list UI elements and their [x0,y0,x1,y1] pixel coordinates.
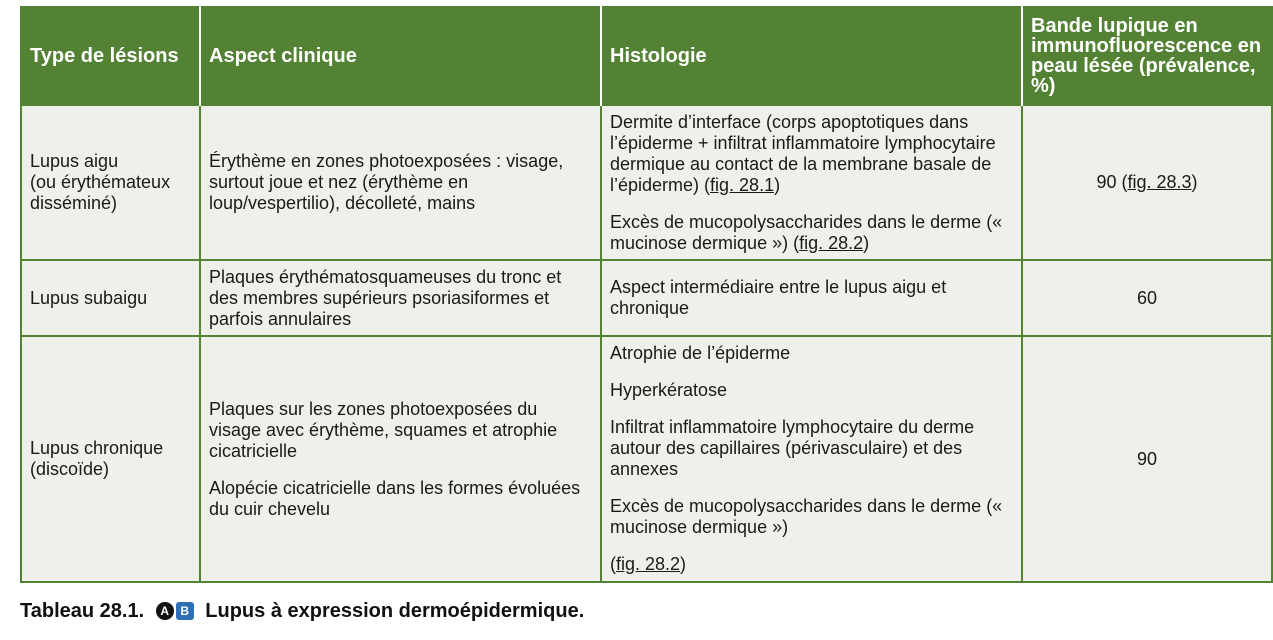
histologie-text: Atrophie de l’épiderme [610,343,791,363]
table-row [21,336,1272,582]
table-row [21,260,1272,336]
histologie-text: Hyperkératose [610,380,728,400]
table-caption [20,600,584,623]
cell-type [21,336,200,582]
header-type: Type de lésions [21,7,200,105]
prevalence-text-after: ) [1191,172,1198,192]
histologie-text-after: ) [774,174,781,195]
histologie-text: Infiltrat inflammatoire lymphocytaire du derme autour des capillaires (périvasculaire) et des annexes [610,417,975,479]
clinique-paragraph: Érythème en zones photoexposées : visage, surtout joue et nez (érythème en loup/vespertilio), décolleté, mains [209,151,564,213]
histologie-text: ( [610,554,616,574]
level-a-badge-icon: A [156,602,174,620]
cell-aspect-clinique [200,260,601,336]
cell-histologie [601,260,1022,336]
caption-label: Tableau 28.1. [20,600,145,622]
table-header-row [21,7,1272,105]
prevalence-value: 90 [1136,448,1158,469]
clinique-paragraph: Plaques érythématosquameuses du tronc et des membres supérieurs psoriasiformes et parfois annulaires [209,266,562,329]
lupus-table [20,6,1273,583]
figure-link[interactable]: fig. 28.2 [799,232,864,253]
cell-prevalence [1022,260,1272,336]
histologie-paragraph [610,277,1013,319]
cell-aspect-clinique [200,336,601,582]
cell-type [21,260,200,336]
header-aspect: Aspect clinique [200,7,601,105]
type-line: (discoïde) [30,459,110,479]
clinique-paragraph: Plaques sur les zones photoexposées du visage avec érythème, squames et atrophie cicatricielle [209,398,558,461]
clinique-paragraph: Alopécie cicatricielle dans les formes évoluées du cuir chevelu [209,477,581,519]
figure-link[interactable]: fig. 28.3 [1127,172,1192,192]
level-b-badge-icon: B [176,602,194,620]
type-line: Lupus aigu [30,151,119,171]
histologie-paragraph [610,496,1013,538]
histologie-paragraph [610,417,1013,480]
type-line: Lupus chronique [30,438,164,458]
histologie-text: Aspect intermédiaire entre le lupus aigu et chronique [610,277,947,318]
table-row [21,105,1272,260]
prevalence-text-before: ( [1116,172,1128,192]
histologie-paragraph [610,112,1013,196]
histologie-paragraph [610,212,1013,254]
cell-histologie [601,105,1022,260]
prevalence-value: 90 [1096,172,1117,192]
histologie-paragraph [610,554,1013,575]
figure-link[interactable]: fig. 28.1 [710,174,775,195]
histologie-text-after: ) [680,554,687,574]
prevalence-value: 60 [1136,287,1158,308]
type-line: disséminé) [30,193,118,213]
histologie-text: Dermite d’interface (corps apoptotiques dans l’épiderme + infiltrat inflammatoire lymphocytaire dermique au contact de la membrane basale de l’épiderme) ( [610,111,996,195]
type-line: (ou érythémateux [30,172,171,192]
header-histologie: Histologie [601,7,1022,105]
header-bande-lupique: Bande lupique en immunofluorescence en peau lésée (prévalence, %) [1022,7,1272,105]
cell-aspect-clinique [200,105,601,260]
figure-link[interactable]: fig. 28.2 [616,554,681,574]
caption-title: Lupus à expression dermoépidermique. [205,600,585,622]
cell-prevalence [1022,105,1272,260]
type-line: Lupus subaigu [30,287,148,308]
cell-histologie [601,336,1022,582]
histologie-paragraph [610,343,1013,364]
histologie-paragraph [610,380,1013,401]
cell-prevalence [1022,336,1272,582]
histologie-text: Excès de mucopolysaccharides dans le derme (« mucinose dermique ») ( [610,211,1003,253]
histologie-text-after: ) [863,232,870,253]
cell-type [21,105,200,260]
histologie-text: Excès de mucopolysaccharides dans le derme (« mucinose dermique ») [610,496,1003,537]
